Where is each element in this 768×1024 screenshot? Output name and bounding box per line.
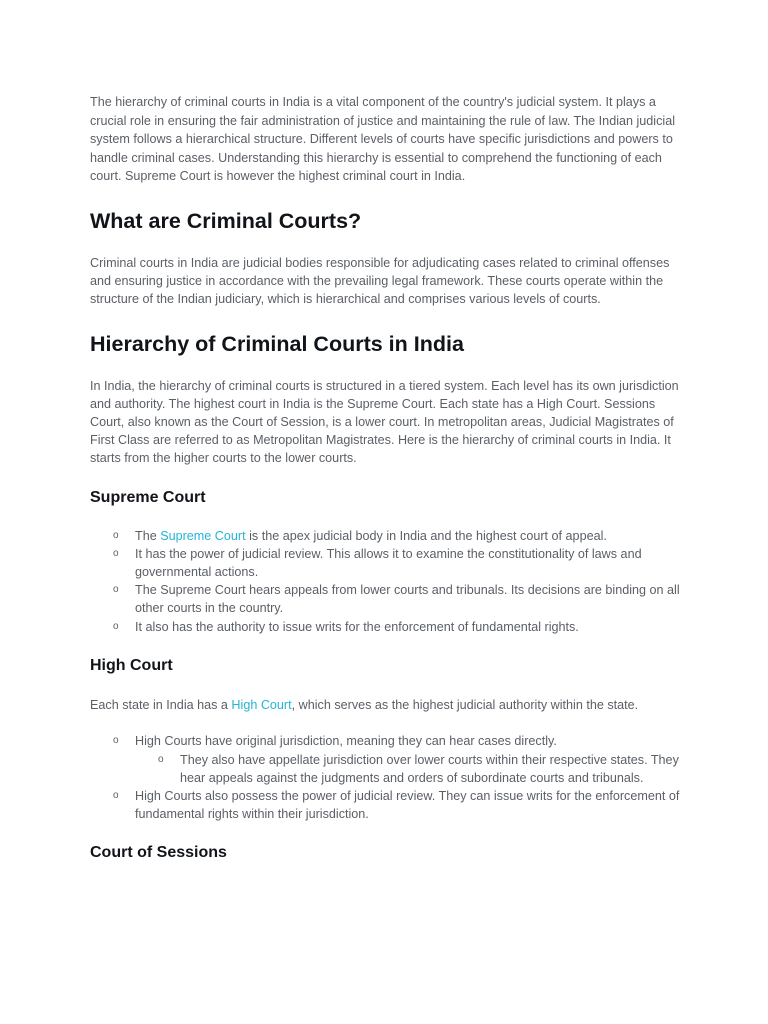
list-item: o High Courts also possess the power of judicial review. They can issue writs for the enforcement of fundamental rights within their jurisdiction. xyxy=(113,789,680,822)
list-item: o The Supreme Court is the apex judicial body in India and the highest court of appeal. xyxy=(90,527,680,545)
intro-paragraph: The hierarchy of criminal courts in India is a vital component of the country's judicial system. It plays a crucial role in ensuring the fair administration of justice and maintaining the rule of law. The Indian judicial system follows a hierarchical structure. Different levels of courts have specific jurisdictions and powers to handle criminal cases. Understanding this hierarchy is essential to comprehend the functioning of each court. Supreme Court is however the highest criminal court in India. xyxy=(90,95,676,184)
criminal-courts-paragraph: Criminal courts in India are judicial bodies responsible for adjudicating cases related to criminal offenses and ensuring justice in accordance with the prevailing legal framework. These courts operate within the structure of the Indian judiciary, which is hierarchical and comprises various levels of courts. xyxy=(90,255,670,307)
high-court-sublist xyxy=(135,751,680,787)
list-item: o It also has the authority to issue writs for the enforcement of fundamental rights. xyxy=(90,618,680,636)
heading-court-of-sessions: Court of Sessions xyxy=(90,844,227,862)
heading-supreme-court: Supreme Court xyxy=(90,488,206,506)
high-court-link[interactable]: High Court xyxy=(231,697,292,712)
circle-bullet-icon: o xyxy=(113,620,119,632)
list-item: o They also have appellate jurisdiction over lower courts within their respective states. They hear appeals against the judgments and orders of subordinate courts and tribunals. xyxy=(158,752,679,785)
hierarchy-paragraph: In India, the hierarchy of criminal courts is structured in a tiered system. Each level has its own jurisdiction and authority. The highest court in India is the Supreme Court. Each state has a High Court. Sessions Court, also known as the Court of Session, is a lower court. In metropolitan areas, Judicial Magistrates of First Class are referred to as Metropolitan Magistrates. Here is the hierarchy of criminal courts in India. It starts from the higher courts to the lower courts. xyxy=(90,378,679,466)
circle-bullet-icon: o xyxy=(113,529,119,541)
list-item: o The Supreme Court hears appeals from lower courts and tribunals. Its decisions are binding on all other courts in the country. xyxy=(113,583,680,616)
heading-hierarchy: Hierarchy of Criminal Courts in India xyxy=(90,331,464,356)
circle-bullet-icon: o xyxy=(158,753,164,765)
list-item: o It has the power of judicial review. This allows it to examine the constitutionality of laws and governmental actions. xyxy=(113,546,642,579)
list-item: o High Courts have original jurisdiction, meaning they can hear cases directly. o They also have appellate jurisdiction over lower courts within their respective states. They hear appeals against the judgments and orders of subordinate courts and tribunals. xyxy=(90,732,680,787)
supreme-court-link[interactable]: Supreme Court xyxy=(160,528,246,543)
high-court-paragraph: Each state in India has a High Court, which serves as the highest judicial authority within the state. xyxy=(90,697,639,712)
circle-bullet-icon: o xyxy=(113,547,119,559)
circle-bullet-icon: o xyxy=(113,790,119,802)
supreme-court-list xyxy=(90,527,680,636)
high-court-list xyxy=(90,732,680,823)
circle-bullet-icon: o xyxy=(113,584,119,596)
heading-what-are-criminal-courts: What are Criminal Courts? xyxy=(90,208,362,233)
heading-high-court: High Court xyxy=(90,656,173,674)
document-page xyxy=(90,93,680,863)
circle-bullet-icon: o xyxy=(113,735,119,747)
